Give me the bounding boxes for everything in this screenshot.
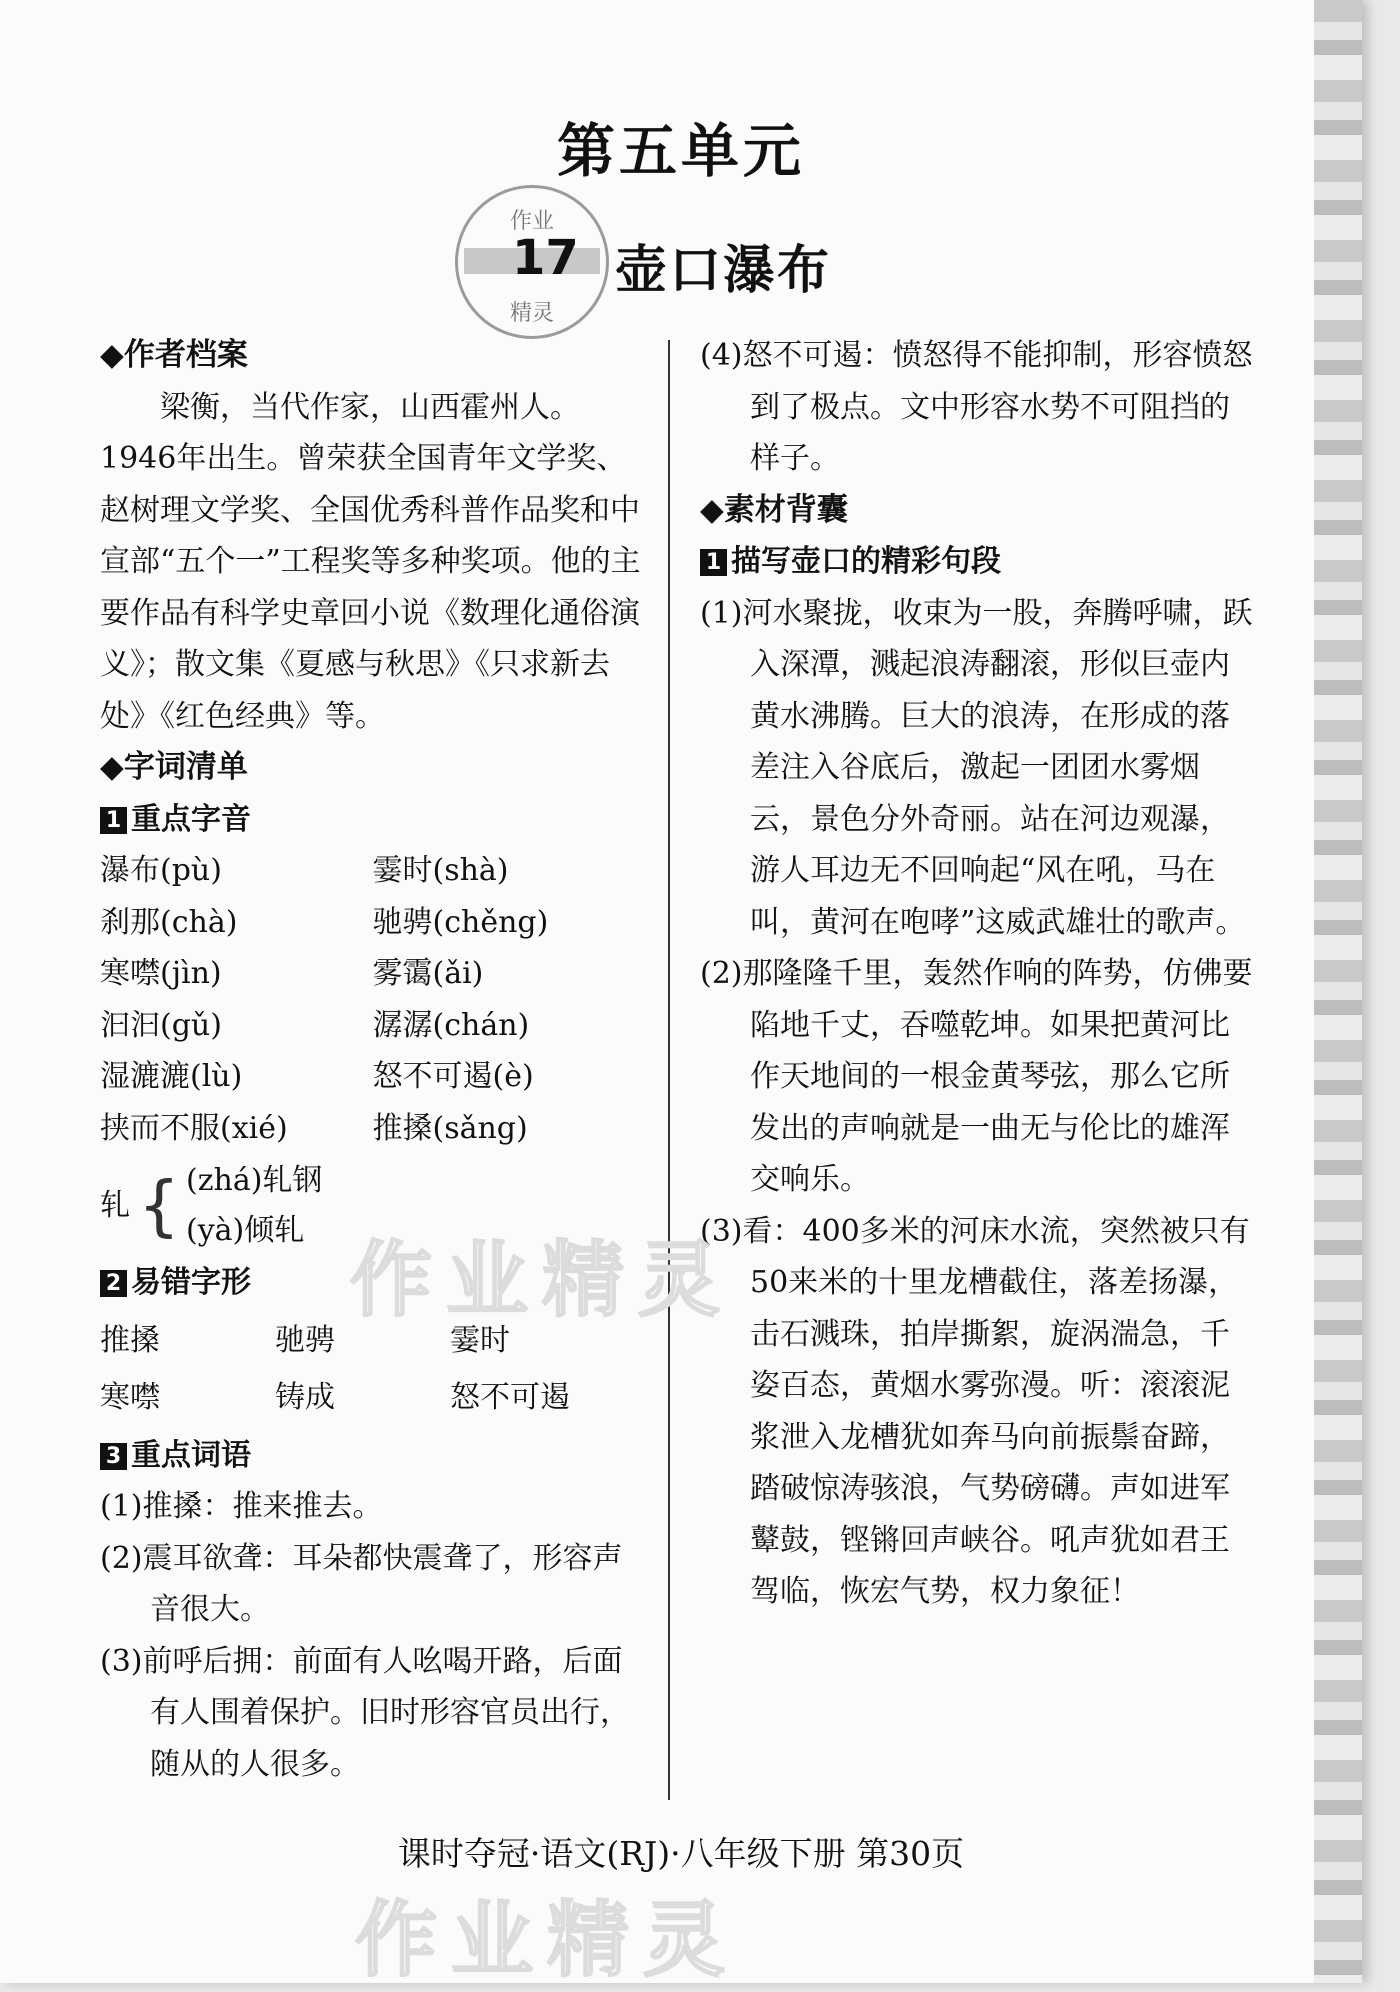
forms-row: 寒噤 铸成 怒不可遏 [100,1380,570,1415]
number-badge: 2 [100,1270,127,1297]
pron-row: 寒噤(jìn) 雾霭(ǎi) [100,956,484,991]
author-text: 梁衡，当代作家，山西霍州人。1946年出生。曾荣获全国青年文学奖、赵树理文学奖、全国优秀科普作品奖和中宣部“五个一”工程奖等多种奖项。他的主要作品有科学史章回小说《数理化通俗演义》；散文集《夏感与秋思》《只求新去处》《红色经典》等。 [100,389,641,734]
material-item: (2)那隆隆千里，轰然作响的阵势，仿佛要陷地千丈，吞噬乾坤。如果把黄河比作天地间的一根金黄琴弦，那么它所发出的声响就是一曲无与伦比的雄浑交响乐。 [700,956,1253,1197]
pron-row: 挟而不服(xié) 推搡(sǎng) [100,1110,528,1146]
right-column [700,330,1255,1618]
material-subheading: 1 描写壶口的精彩句段 [700,536,1255,588]
material-item: (1)河水聚拢，收束为一股，奔腾呼啸，跃入深潭，溅起浪涛翻滚，形似巨壶内黄水沸腾。巨大的浪涛，在形成的落差注入谷底后，激起一团团水雾烟云，景色分外奇丽。站在河边观瀑，游人耳边无不回响起“风在吼，马在叫，黄河在咆哮”这威武雄壮的歌声。 [700,595,1253,940]
definition-item: (2)震耳欲聋：耳朵都快震聋了，形容声音很大。 [100,1540,623,1627]
seal-top-text: 作业 [509,209,554,234]
author-heading: ◆作者档案 [100,337,248,373]
material-heading: ◆素材背囊 [700,491,848,528]
definition-item: (4)怒不可遏：愤怒得不能抑制，形容愤怒到了极点。文中形容水势不可阻挡的样子。 [700,338,1253,476]
column-divider [668,340,670,1800]
polyphone-char: 轧 [100,1187,130,1223]
number-badge: 1 [100,807,127,834]
watermark: 作业精灵 [355,1893,740,1988]
pron-row: 汩汩(gǔ) 潺潺(chán) [100,1007,530,1043]
torn-edge [1314,0,1362,1983]
words-heading: ◆字词清单 [100,749,248,785]
forms-subheading: 2 易错字形 [100,1257,645,1309]
number-badge: 1 [700,549,727,576]
definition-item: (3)前呼后拥：前面有人吆喝开路，后面有人围着保护。旧时形容官员出行，随从的人很多。 [100,1643,630,1782]
brace: { [138,1166,180,1244]
page-footer: 课时夺冠·语文(RJ)·八年级下册 第30页 [397,1834,965,1873]
polyphone-line: (yà)倾轧 [186,1212,305,1248]
definition-item: (1)推搡：推来推去。 [100,1489,383,1524]
material-item: (3)看：400多米的河床水流，突然被只有50来米的十里龙槽截住，落差扬瀑，击石溅珠，拍岸撕絮，旋涡湍急，千姿百态，黄烟水雾弥漫。听：滚滚泥浆泄入龙槽犹如奔马向前振鬃奋蹄，踏破惊涛骇浪，气势磅礴。声如进军鼙鼓，铿锵回声峡谷。吼声犹如君王驾临，恢宏气势，权力象征！ [700,1213,1250,1609]
number-badge: 3 [100,1443,127,1470]
left-column [100,330,645,1790]
lesson-number: 17 [512,230,579,286]
seal-bottom-text: 精灵 [509,301,554,326]
unit-title: 第五单元 [556,117,805,185]
watermark: 作业精灵 [350,1233,735,1328]
pron-row: 瀑布(pù) 霎时(shà) [100,853,509,888]
definitions-subheading: 3 重点词语 [100,1430,645,1482]
lesson-title: 壶口瀑布 [615,241,832,301]
polyphone-line: (zhá)轧钢 [186,1162,323,1198]
pronunciation-subheading: 1 重点字音 [100,794,645,846]
pron-row: 湿漉漉(lù) 怒不可遏(è) [100,1059,534,1094]
pron-row: 刹那(chà) 驰骋(chěng) [100,904,549,940]
forms-row: 推搡 驰骋 霎时 [100,1322,510,1358]
